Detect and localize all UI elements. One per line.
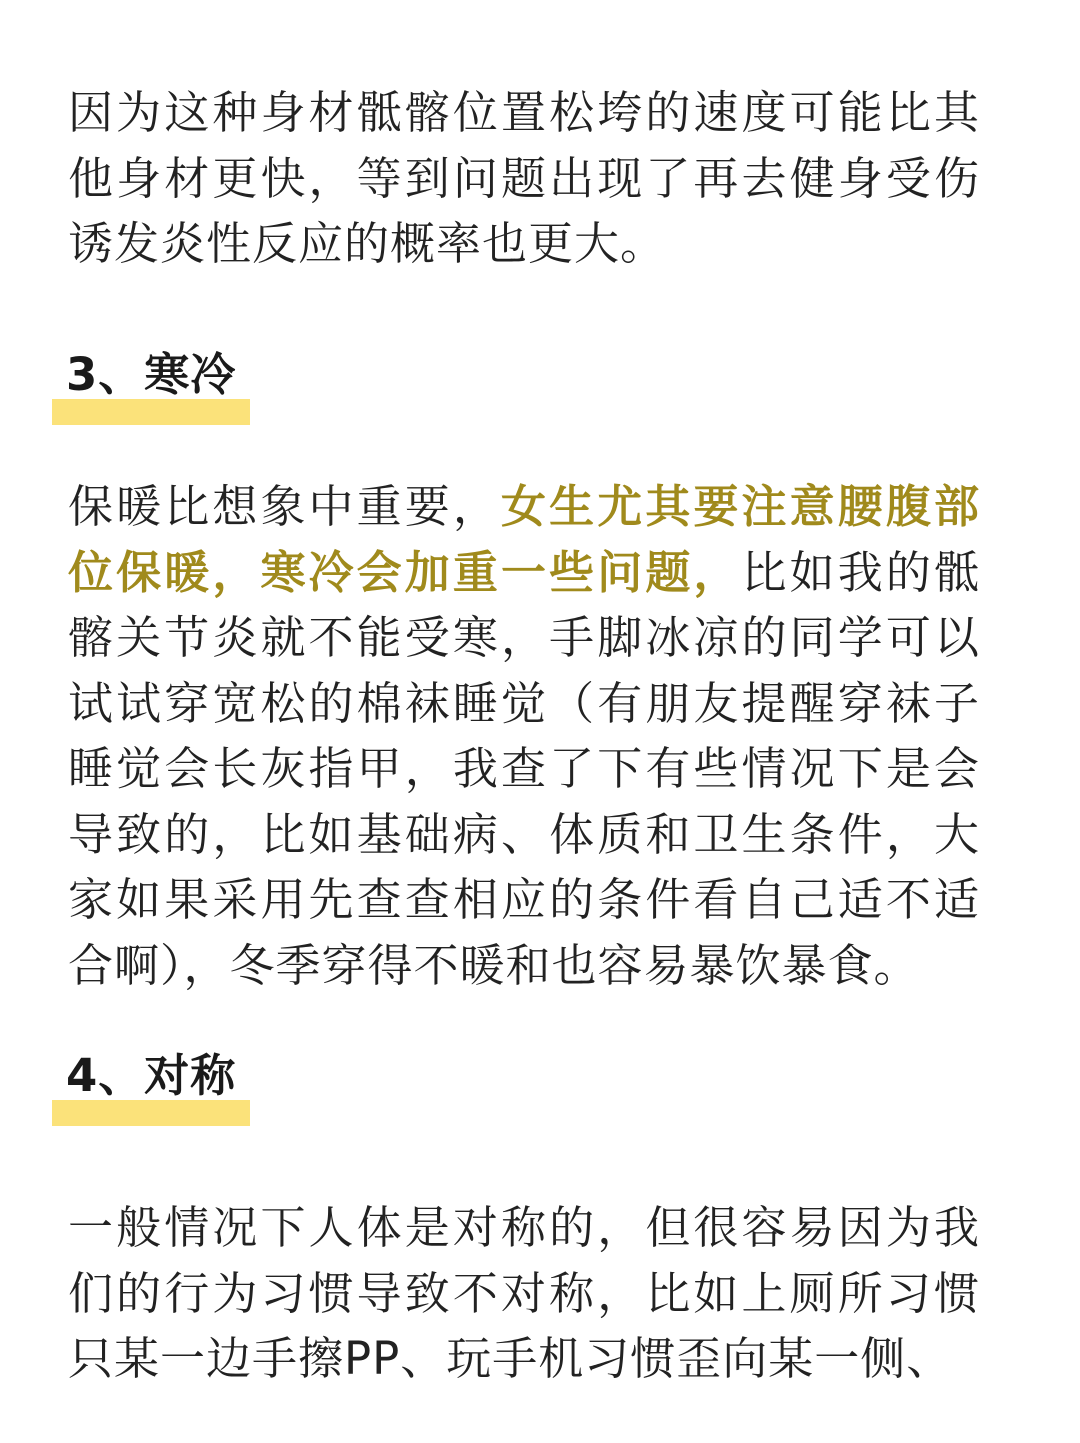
section-heading-cold bbox=[52, 345, 252, 425]
heading-text: 4、对称 bbox=[66, 1049, 237, 1102]
paragraph-text: 保暖比想象中重要， bbox=[68, 480, 501, 533]
paragraph-intro: 因为这种身材骶髂位置松垮的速度可能比其他身材更快，等到问题出现了再去健身受伤诱发炎性反应的概率也更大。 bbox=[68, 86, 980, 270]
paragraph-text: 比如我的骶髂关节炎就不能受寒，手脚冰凉的同学可以试试穿宽松的棉袜睡觉（有朋友提醒穿袜子睡觉会长灰指甲，我查了下有些情况下是会导致的，比如基础病、体质和卫生条件，大家如果采用先查查相应的条件看自己适不适合啊），冬季穿得不暖和也容易暴饮暴食。 bbox=[68, 545, 980, 992]
highlighted-text: 女生尤其要注意腰腹部位保暖，寒冷会加重一些问题， bbox=[68, 480, 980, 599]
paragraph-symmetry: 一般情况下人体是对称的，但很容易因为我们的行为习惯导致不对称，比如上厕所习惯只某一边手擦PP、玩手机习惯歪向某一侧、 bbox=[68, 1201, 980, 1385]
section-heading-symmetry bbox=[52, 1046, 252, 1126]
paragraph-cold bbox=[68, 474, 980, 998]
heading-text: 3、寒冷 bbox=[66, 348, 237, 401]
